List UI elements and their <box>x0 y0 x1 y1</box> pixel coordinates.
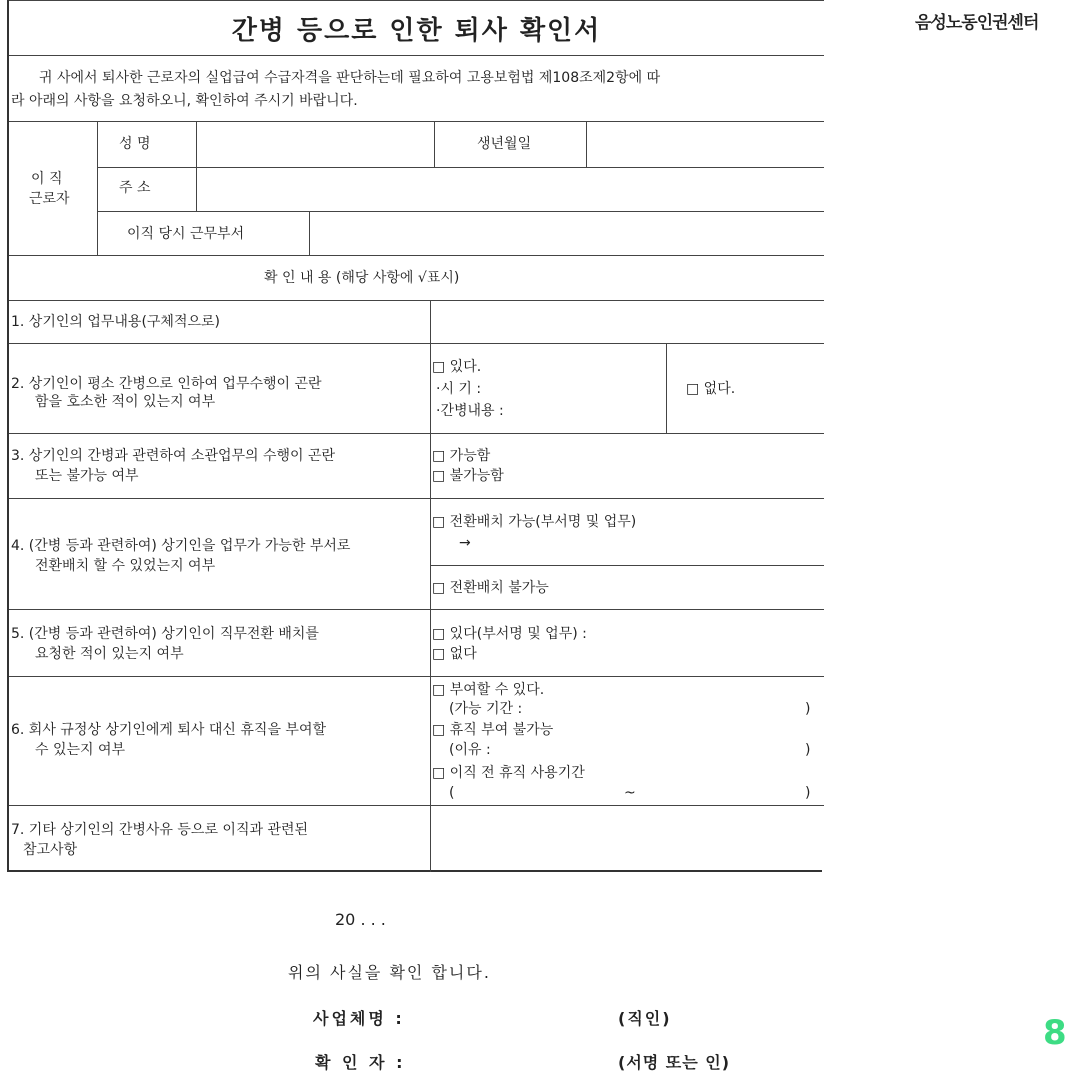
worker-group-label-2: 근로자 <box>29 191 70 207</box>
question-1: 1. 상기인의 업무내용(구체적으로) <box>11 314 220 330</box>
question-2-line-2: 함을 호소한 적이 있는지 여부 <box>35 394 216 410</box>
checkbox-impossible-3[interactable]: □ 불가능함 <box>432 468 504 484</box>
question-3-line-2: 또는 불가능 여부 <box>35 468 139 484</box>
answer-1-field[interactable] <box>433 303 819 341</box>
address-field[interactable] <box>199 170 819 208</box>
question-7-line-2: 참고사항 <box>23 842 78 858</box>
form-title: 간병 등으로 인한 퇴사 확인서 <box>231 16 602 46</box>
birth-label: 생년월일 <box>477 136 532 152</box>
company-seal: (직인) <box>618 1009 672 1028</box>
intro-line-2: 라 아래의 사항을 요청하오니, 확인하여 주시기 바랍니다. <box>11 93 358 109</box>
checkbox-yes-5[interactable]: □ 있다(부서명 및 업무) : <box>432 626 587 642</box>
worker-group-label-1: 이 직 <box>31 171 63 187</box>
checkbox-no-2[interactable]: □ 없다. <box>686 381 736 397</box>
checkbox-possible-3[interactable]: □ 가능함 <box>432 448 491 464</box>
name-label: 성 명 <box>119 136 151 152</box>
confirm-header: 확 인 내 용 (해당 사항에 √표시) <box>264 270 460 286</box>
question-2-line-1: 2. 상기인이 평소 간병으로 인하여 업무수행이 곤란 <box>11 376 322 392</box>
answer-6-reason: (이유 : <box>449 742 491 758</box>
answer-6-tilde: ~ <box>624 785 636 801</box>
answer-6-used-open: ( <box>449 785 455 801</box>
checkbox-transfer-possible-4[interactable]: □ 전환배치 가능(부서명 및 업무) <box>432 514 637 530</box>
checkbox-transfer-impossible-4[interactable]: □ 전환배치 불가능 <box>432 580 549 596</box>
answer-7-field[interactable] <box>433 808 819 868</box>
question-4-line-1: 4. (간병 등과 관련하여) 상기인을 업무가 가능한 부서로 <box>11 538 351 554</box>
checkbox-no-5[interactable]: □ 없다 <box>432 646 477 662</box>
checkbox-yes-2[interactable]: □ 있다. <box>432 359 482 375</box>
answer-6-period: (가능 기간 : <box>449 701 523 717</box>
dept-field[interactable] <box>312 214 819 252</box>
question-4-line-2: 전환배치 할 수 있었는지 여부 <box>35 558 216 574</box>
question-7-line-1: 7. 기타 상기인의 간병사유 등으로 이직과 관련된 <box>11 822 309 838</box>
confirmer-seal: (서명 또는 인) <box>618 1053 731 1072</box>
question-3-line-1: 3. 상기인의 간병과 관련하여 소관업무의 수행이 곤란 <box>11 448 336 464</box>
question-6-line-2: 수 있는지 여부 <box>35 742 126 758</box>
company-label: 사업체명 : <box>313 1009 405 1028</box>
dept-label: 이직 당시 근무부서 <box>127 226 245 242</box>
arrow-icon: → <box>459 535 471 551</box>
question-6-line-1: 6. 회사 규정상 상기인에게 퇴사 대신 휴직을 부여할 <box>11 722 326 738</box>
answer-2-content: ·간병내용 : <box>436 403 504 419</box>
checkbox-leave-impossible-6[interactable]: □ 휴직 부여 불가능 <box>432 722 554 738</box>
answer-2-time: ·시 기 : <box>436 381 482 397</box>
question-5-line-1: 5. (간병 등과 관련하여) 상기인이 직무전환 배치를 <box>11 626 319 642</box>
intro-line-1: 귀 사에서 퇴사한 근로자의 실업급여 수급자격을 판단하는데 필요하여 고용보험법 제108조제2항에 따 <box>39 70 661 86</box>
paren-close-1: ) <box>805 701 811 717</box>
paren-close-3: ) <box>805 785 811 801</box>
checkbox-leave-used-6[interactable]: □ 이직 전 휴직 사용기간 <box>432 765 585 781</box>
address-label: 주 소 <box>119 180 151 196</box>
checkbox-leave-possible-6[interactable]: □ 부여할 수 있다. <box>432 682 545 698</box>
page-number: 8 <box>1043 1013 1067 1053</box>
corner-mark: 음성노동인권센터 <box>915 13 1039 33</box>
confirmation-form <box>7 0 822 872</box>
question-5-line-2: 요청한 적이 있는지 여부 <box>35 646 184 662</box>
statement: 위의 사실을 확인 합니다. <box>288 963 491 982</box>
paren-close-2: ) <box>805 742 811 758</box>
confirmer-label: 확 인 자 : <box>315 1053 406 1072</box>
birth-field[interactable] <box>589 124 819 164</box>
name-field[interactable] <box>199 124 431 164</box>
date-line: 20 . . . <box>335 910 386 929</box>
